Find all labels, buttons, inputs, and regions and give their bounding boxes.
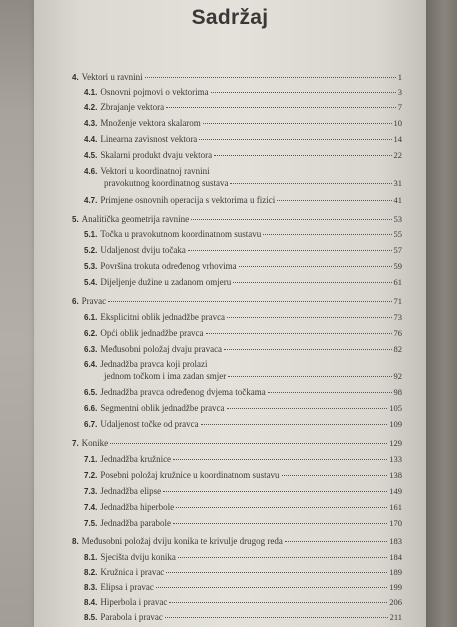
toc-entry: 4.2. Zbrajanje vektora 7 xyxy=(84,102,402,112)
toc-entry: 6.6. Segmentni oblik jednadžbe pravca 105 xyxy=(84,403,402,413)
toc-entry: 4.7. Primjene osnovnih operacija s vektorima u fizici 41 xyxy=(84,195,402,205)
dot-leader xyxy=(165,617,388,618)
dot-leader xyxy=(211,92,396,93)
dot-leader xyxy=(173,523,387,524)
toc-entry: 5.2. Udaljenost dviju točaka 57 xyxy=(84,245,402,255)
toc-entry: 6.1. Eksplicitni oblik jednadžbe pravca 73 xyxy=(84,312,402,322)
dot-leader xyxy=(239,266,392,267)
dot-leader xyxy=(268,392,392,393)
dot-leader xyxy=(166,107,396,108)
toc-entry: jednom točkom i ima zadan smjer 92 xyxy=(104,371,402,381)
dot-leader xyxy=(176,507,387,508)
book-page xyxy=(34,0,426,627)
toc-entry-first-line: 4.6. Vektori u koordinatnoj ravnini xyxy=(84,166,210,176)
dot-leader xyxy=(285,541,387,542)
dot-leader xyxy=(166,572,387,573)
toc-entry: 6.3. Međusobni položaj dvaju pravaca 82 xyxy=(84,344,402,354)
dot-leader xyxy=(277,200,391,201)
toc-entry: pravokutnog koordinatnog sustava 31 xyxy=(104,178,402,188)
dot-leader xyxy=(191,219,391,220)
dot-leader xyxy=(227,317,391,318)
dot-leader xyxy=(227,408,388,409)
toc-entry: 7.3. Jednadžba elipse 149 xyxy=(84,486,402,496)
dot-leader xyxy=(188,250,392,251)
book-edge xyxy=(426,0,457,627)
dot-leader xyxy=(214,155,391,156)
toc-entry: 5. Analitička geometrija ravnine 53 xyxy=(72,214,402,224)
toc-entry: 4.5. Skalarni produkt dvaju vektora 22 xyxy=(84,150,402,160)
toc-entry: 5.1. Točka u pravokutnom koordinatnom sustavu 55 xyxy=(84,229,402,239)
toc-entry: 7.5. Jednadžba parabole 170 xyxy=(84,518,402,528)
dot-leader xyxy=(169,602,387,603)
toc-entry-first-line: 6.4. Jednadžba pravca koji prolazi xyxy=(84,359,208,369)
toc-entry: 7. Konike 129 xyxy=(72,438,402,448)
dot-leader xyxy=(173,459,387,460)
toc-entry: 8. Međusobni položaj dviju konika te krivulje drugog reda 183 xyxy=(72,536,402,546)
toc-entry: 6.2. Opći oblik jednadžbe pravca 76 xyxy=(84,328,402,338)
dot-leader xyxy=(110,443,387,444)
toc-entry: 8.5. Parabola i pravac 211 xyxy=(84,612,402,622)
dot-leader xyxy=(206,333,392,334)
toc-entry: 4. Vektori u ravnini 1 xyxy=(72,72,402,82)
dot-leader xyxy=(178,557,387,558)
dot-leader xyxy=(263,234,391,235)
toc-entry: 7.4. Jednadžba hiperbole 161 xyxy=(84,502,402,512)
toc-entry: 8.3. Elipsa i pravac 199 xyxy=(84,582,402,592)
dot-leader xyxy=(228,376,391,377)
dot-leader xyxy=(199,139,391,140)
toc-entry: 6. Pravac 71 xyxy=(72,296,402,306)
toc-entry: 7.2. Posebni položaj kružnice u koordinatnom sustavu 138 xyxy=(84,470,402,480)
toc-entry: 7.1. Jednadžba kružnice 133 xyxy=(84,454,402,464)
dot-leader xyxy=(203,123,392,124)
page-title: Sadržaj xyxy=(191,6,269,29)
dot-leader xyxy=(224,349,391,350)
toc-entry: 4.1. Osnovni pojmovi o vektorima 3 xyxy=(84,87,402,97)
dot-leader xyxy=(233,282,391,283)
toc-entry: 5.4. Dijeljenje dužine u zadanom omjeru 61 xyxy=(84,277,402,287)
dot-leader xyxy=(230,183,391,184)
toc-entry: 8.4. Hiperbola i pravac 206 xyxy=(84,597,402,607)
toc-entry: 8.1. Sjecišta dviju konika 184 xyxy=(84,552,402,562)
dot-leader xyxy=(156,587,387,588)
dot-leader xyxy=(201,424,388,425)
dot-leader xyxy=(108,301,391,302)
toc-entry: 8.2. Kružnica i pravac 189 xyxy=(84,567,402,577)
toc-entry: 4.3. Množenje vektora skalarom 10 xyxy=(84,118,402,128)
toc-entry: 4.4. Linearna zavisnost vektora 14 xyxy=(84,134,402,144)
dot-leader xyxy=(145,77,396,78)
toc-entry: 6.5. Jednadžba pravca određenog dvjema točkama 98 xyxy=(84,387,402,397)
dot-leader xyxy=(282,475,388,476)
toc-entry: 6.7. Udaljenost točke od pravca 109 xyxy=(84,419,402,429)
toc-entry: 5.3. Površina trokuta određenog vrhovima 59 xyxy=(84,261,402,271)
dot-leader xyxy=(163,491,387,492)
